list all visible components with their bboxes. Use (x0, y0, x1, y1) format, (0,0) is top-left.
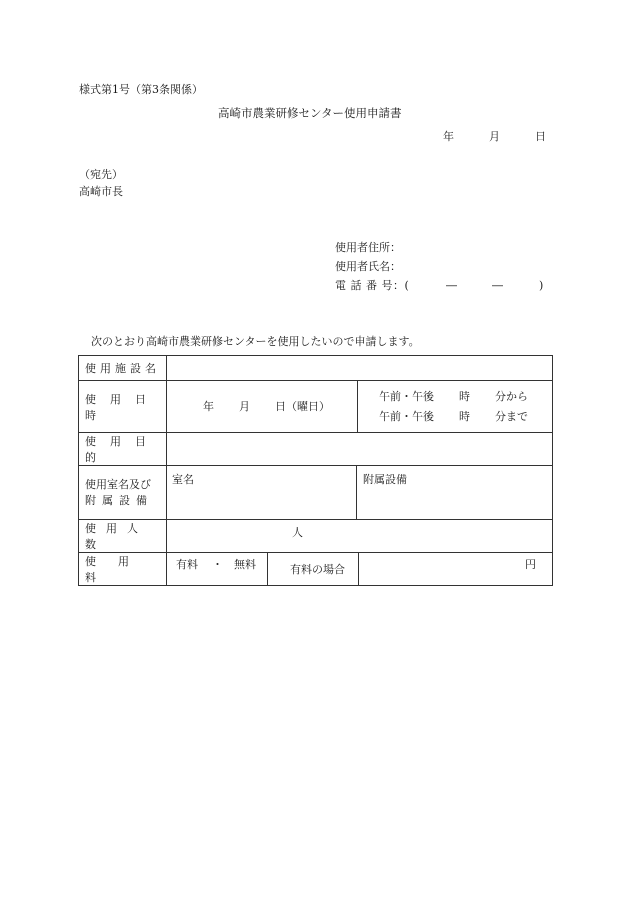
use-date-day: 日（曜日） (275, 400, 330, 413)
time-input[interactable] (358, 381, 552, 432)
facility-label-cell (79, 356, 167, 381)
people-label: 使用人数 (85, 522, 148, 551)
fee-case-cell (268, 553, 359, 586)
time-to-min: 分まで (495, 410, 528, 423)
use-date-year: 年 (203, 400, 214, 413)
phone-separator-2: ― (492, 279, 503, 292)
people-label-cell (79, 520, 167, 553)
datetime-label-cell (79, 381, 167, 433)
applicant-name-label: 使用者氏名： (335, 260, 401, 273)
room-name-label: 室名 (172, 473, 194, 486)
time-from-hour: 時 (459, 390, 470, 403)
document-title: 高崎市農業研修センター使用申請書 (218, 106, 402, 120)
fee-dot: ・ (212, 558, 223, 571)
people-unit: 人 (292, 526, 303, 539)
datetime-label: 使用日時 (85, 392, 160, 422)
equipment-label: 附属設備 (363, 473, 407, 486)
applicant-address-label: 使用者住所： (335, 241, 401, 254)
addressee-note: （宛先） (79, 168, 123, 181)
purpose-row (79, 433, 553, 466)
room-row (79, 466, 553, 520)
purpose-label-cell (79, 433, 167, 466)
facility-row (79, 356, 553, 381)
date-year: 年 (443, 130, 454, 143)
fee-row (79, 553, 553, 586)
fee-free: 無料 (234, 558, 256, 571)
facility-input[interactable] (167, 356, 553, 381)
form-number: 様式第1号（第3条関係） (79, 83, 203, 96)
phone-close-paren: ) (539, 279, 544, 292)
addressee-name: 高崎市長 (79, 185, 123, 198)
room-label-cell (79, 466, 167, 520)
fee-amount-input[interactable] (359, 553, 553, 586)
facility-label: 使用施設名 (85, 362, 160, 375)
fee-paid: 有料 (176, 558, 198, 571)
fee-label: 使用料 (85, 555, 151, 584)
time-to-ampm: 午前・午後 (379, 410, 434, 423)
equipment-input[interactable] (357, 466, 552, 519)
purpose-input[interactable] (167, 433, 553, 466)
date-day: 日 (535, 130, 546, 143)
fee-unit: 円 (525, 558, 537, 571)
datetime-cell (167, 381, 553, 433)
time-to-hour: 時 (459, 410, 470, 423)
fee-case-label: 有料の場合 (290, 563, 345, 576)
applicant-phone-label: 電 話 番 号：( (335, 279, 410, 292)
room-label-line1: 使用室名及び (85, 477, 151, 491)
room-label-line2: 附属設備 (85, 493, 153, 507)
datetime-row (79, 381, 553, 433)
people-row (79, 520, 553, 553)
room-cell (167, 466, 553, 520)
phone-separator-1: ― (446, 279, 457, 292)
date-input[interactable] (167, 381, 358, 432)
time-from-ampm: 午前・午後 (379, 390, 434, 403)
purpose-label: 使用目的 (85, 435, 160, 464)
application-table (78, 355, 553, 586)
date-month: 月 (489, 130, 500, 143)
intro-text: 次のとおり高崎市農業研修センターを使用したいので申請します。 (91, 335, 420, 348)
use-date-month: 月 (239, 400, 250, 413)
room-name-input[interactable] (167, 466, 357, 519)
fee-type-cell[interactable] (167, 553, 268, 586)
time-from-min: 分から (495, 390, 528, 403)
fee-label-cell (79, 553, 167, 586)
people-input[interactable] (167, 520, 553, 553)
